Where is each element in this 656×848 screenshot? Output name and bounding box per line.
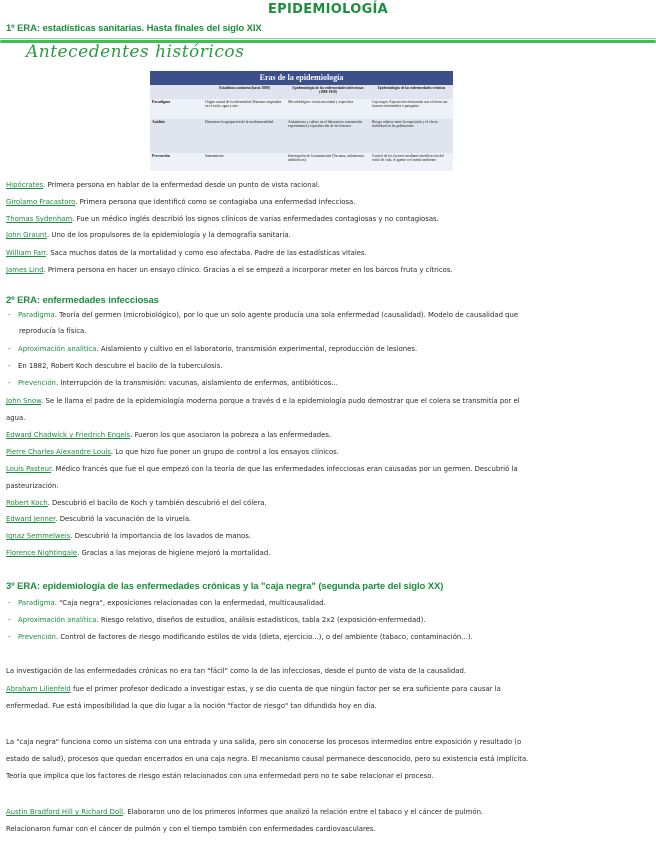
- table-header-cell: [150, 85, 203, 99]
- paragraph-text: La investigación de las enfermedades crónicas no era tan "fácil" como la de las infecciosas, desde el punto de vista de la causalidad.: [6, 667, 467, 675]
- person-line: [6, 397, 520, 405]
- person-description: . Se le llama el padre de la epidemiología moderna porque a través d e la epidemiología pudo demostrar que el colera se transmitía por el: [41, 397, 520, 405]
- person-name: Girolamo Fracastoro: [6, 198, 76, 206]
- person-name: James Lind: [6, 266, 44, 274]
- bullet-item: [8, 379, 338, 387]
- person-name: Florence Nightingale: [6, 549, 78, 557]
- table-cell: Análisis: [152, 120, 165, 124]
- table-header-row: [150, 85, 453, 99]
- table-header-cell: Epidemiología de las enfermedades infecciosas (1880-1950): [292, 86, 364, 95]
- bullet-text: . Teoría del germen (microbiológico), por lo que un solo agente producía una sola enfermedad (causalidad). Modelo de causalidad que: [54, 311, 519, 319]
- person-continuation: agua.: [6, 414, 26, 422]
- person-line: [6, 515, 191, 523]
- bullet-dot: -: [8, 379, 11, 387]
- person-name: Austin Bradford Hill y Richard Doll: [6, 808, 124, 816]
- person-line: [6, 215, 439, 223]
- person-name: Louis Pasteur: [6, 465, 52, 473]
- eras-table-grid: [150, 85, 453, 171]
- person-name: Thomas Sydenham: [6, 215, 73, 223]
- person-description: . Fue un médico inglés describió los signos clínicos de varias enfermedades contagiosas y no contagiosas.: [72, 215, 439, 223]
- table-cell: Demostrar la agrupación de la morbimortalidad: [205, 120, 274, 124]
- person-description: . Médico francés que fue el que empezó con la teoría de que las enfermedades infecciosas eran causadas por un germen. Descubrió la: [51, 465, 518, 473]
- bullet-dot: -: [8, 633, 11, 641]
- bullet-item: [8, 345, 417, 353]
- page-title: EPIDEMIOLOGÍA: [267, 2, 389, 17]
- table-cell: Paradigma: [152, 100, 170, 104]
- person-description: . Saca muchos datos de la mortalidad y como eso afectaba. Padre de las estadísticas vitales.: [45, 249, 367, 257]
- table-header-cell: Epidemiología de las enfermedades crónicas: [377, 86, 446, 90]
- person-name: Abraham Lilienfeld: [6, 685, 71, 693]
- bullet-dot: -: [8, 599, 11, 607]
- person-line: [6, 532, 251, 540]
- bullet-label: Prevención: [18, 633, 56, 641]
- person-name: John Snow: [6, 397, 42, 405]
- paragraph-line: [6, 702, 377, 710]
- script-heading: Antecedentes históricos: [26, 42, 245, 62]
- person-line: [6, 231, 291, 239]
- table-cell: Riesgo relativo entre la exposición y el efecto individual en las poblaciones: [372, 120, 438, 129]
- person-line: [6, 499, 267, 507]
- paragraph-line: [6, 685, 501, 693]
- person-description: . Descubrió la importancia de los lavados de manos.: [70, 532, 251, 540]
- eras-table-title: Eras de la epidemiología: [150, 71, 453, 85]
- table-cell: Origen causal de la enfermedad: Miasmas originadas en el suelo, agua y aire: [205, 100, 282, 109]
- person-description: . Primera persona en hablar de la enfermedad desde un punto de vista racional.: [43, 181, 320, 189]
- paragraph-text: estado de salud), procesos que quedan encerrados en una caja negra. El mecanismo causal permanece desconocido, pero su existencia está implícita.: [6, 755, 529, 763]
- person-name: Edward Jenner: [6, 515, 56, 523]
- bullet-text: . Riesgo relativo, diseños de estudios, análisis estadísticos, tabla 2x2 (exposición-enfermedad).: [96, 616, 426, 624]
- person-name: Ignaz Semmelweis: [6, 532, 71, 540]
- eras-table: [150, 71, 453, 171]
- bullet-text: En 1882, Robert Koch descubre el bacilo de la tuberculosis.: [18, 362, 223, 370]
- person-line: [6, 465, 518, 473]
- table-cell: Prevención: [152, 154, 171, 158]
- person-line: [6, 198, 355, 206]
- table-cell: Control de los factores mediante modificación del estilo de vida, el agente o el medio ambiente: [372, 154, 444, 163]
- table-cell: Caja negra: Exposición relacionada con el efecto sin factores intermedios o patogenia: [372, 100, 448, 109]
- paragraph-text: fue el primer profesor dedicado a investigar estas, y se dio cuenta de que ningún factor per se era suficiente para causar la: [70, 685, 501, 693]
- person-continuation: pasteurización.: [6, 482, 59, 490]
- paragraph-text: . Elaboraron uno de los primeros informes que analizó la relación entre el tabaco y el cáncer de pulmón.: [123, 808, 484, 816]
- table-cell: Microbiológico: teoría microbial y específica: [288, 100, 354, 104]
- person-description: . Primera persona que identificó como se contagiaba una enfermedad infecciosa.: [75, 198, 356, 206]
- bullet-item: [8, 311, 518, 319]
- person-line: [6, 181, 320, 189]
- person-line: [6, 266, 453, 274]
- table-cell: Saneamiento: [205, 154, 224, 158]
- bullet-item: [8, 633, 473, 641]
- paragraph-text: Relacionaron fumar con el cáncer de pulmón y con el tiempo también con enfermedades cardiovasculares.: [6, 825, 376, 833]
- bullet-dot: -: [8, 616, 11, 624]
- bullet-continuation: reproducía la física.: [19, 327, 87, 335]
- paragraph-line: [6, 738, 521, 746]
- bullet-dot: -: [8, 362, 11, 370]
- section2-heading: 2º ERA: enfermedades infecciosas: [6, 295, 159, 306]
- paragraph-line: [6, 772, 434, 780]
- person-line: [6, 431, 331, 439]
- paragraph-line: [6, 825, 376, 833]
- bullet-label: Aproximación analítica: [18, 616, 97, 624]
- section1-heading: 1º ERA: estadísticas sanitarias. Hasta finales del siglo XIX: [6, 23, 262, 34]
- paragraph-text: enfermedad. Fue está imposibilidad la que dio lugar a la noción "factor de riesgo" tan difundida hoy en día.: [6, 702, 377, 710]
- table-header-cell: Estadística sanitaria (hasta 1880): [219, 86, 270, 90]
- person-description: . Uno de los propulsores de la epidemiología y la demografía sanitaria.: [47, 231, 291, 239]
- table-cell: Interrupción de la transmisión (Vacunas, aislamiento, antibióticos): [288, 154, 365, 163]
- person-name: John Graunt: [6, 231, 48, 239]
- person-line: [6, 249, 367, 257]
- person-name: William Farr: [6, 249, 46, 257]
- bullet-text: . Aislamiento y cultivo en el laboratorio, transmisión experimental, reproducción de lesiones.: [96, 345, 418, 353]
- bullet-item: [8, 362, 222, 370]
- person-description: . Fueron los que asociaron la pobreza a las enfermedades.: [130, 431, 332, 439]
- person-line: [6, 448, 339, 456]
- table-row: [150, 99, 453, 119]
- bullet-text: . "Caja negra", exposiciones relacionadas con la enfermedad, multicausalidad.: [54, 599, 326, 607]
- paragraph-line: [6, 808, 483, 816]
- bullet-text: . Control de factores de riesgo modificando estilos de vida (dieta, ejercicio...), o del ambiente (tabaco, contaminación...).: [55, 633, 473, 641]
- person-name: Edward Chadwick y Friedrich Engels: [6, 431, 131, 439]
- person-description: . Descubrió el bacilo de Koch y también descubrió el del cólera.: [47, 499, 267, 507]
- bullet-label: Aproximación analítica: [18, 345, 97, 353]
- person-description: . Lo que hizo fue poner un grupo de control a los ensayos clínicos.: [110, 448, 339, 456]
- section3-heading: 3º ERA: epidemiología de las enfermedades crónicas y la "caja negra" (segunda parte del siglo XX): [6, 581, 444, 592]
- bullet-item: [8, 616, 426, 624]
- bullet-label: Paradigma: [18, 311, 55, 319]
- bullet-dot: -: [8, 311, 11, 319]
- bullet-label: Prevención: [18, 379, 56, 387]
- person-name: Pierre Charles Alexandre Louis: [6, 448, 111, 456]
- table-row: [150, 153, 453, 171]
- paragraph-text: La "caja negra" funciona como un sistema con una entrada y una salida, pero sin conocerse los procesos intermedios entre exposición y resultado (o: [6, 738, 522, 746]
- person-line: [6, 549, 270, 557]
- table-row: [150, 119, 453, 153]
- person-description: . Primera persona en hacer un ensayo clínico. Gracias a el se empezó a incorporar meter en los barcos fruta y cítricos.: [43, 266, 453, 274]
- paragraph-text: Teoría que implica que los factores de riesgo están relacionados con una enfermedad pero no te sabe relacionar el proceso.: [6, 772, 434, 780]
- person-name: Hipócrates: [6, 181, 44, 189]
- bullet-text: . Interrupción de la transmisión: vacunas, aislamiento de enfermos, antibióticos...: [55, 379, 338, 387]
- person-description: . Descubrió la vacunación de la viruela.: [55, 515, 192, 523]
- paragraph-line: [6, 755, 528, 763]
- table-cell: Aislamiento y cultivo en el laboratorio, transmisión experimental y reproducción de las lesiones: [288, 120, 363, 129]
- person-name: Robert Koch: [6, 499, 48, 507]
- person-description: . Gracias a las mejoras de higiene mejoró la mortalidad.: [77, 549, 271, 557]
- bullet-item: [8, 599, 326, 607]
- paragraph-line: [6, 667, 466, 675]
- bullet-label: Paradigma: [18, 599, 55, 607]
- bullet-dot: -: [8, 345, 11, 353]
